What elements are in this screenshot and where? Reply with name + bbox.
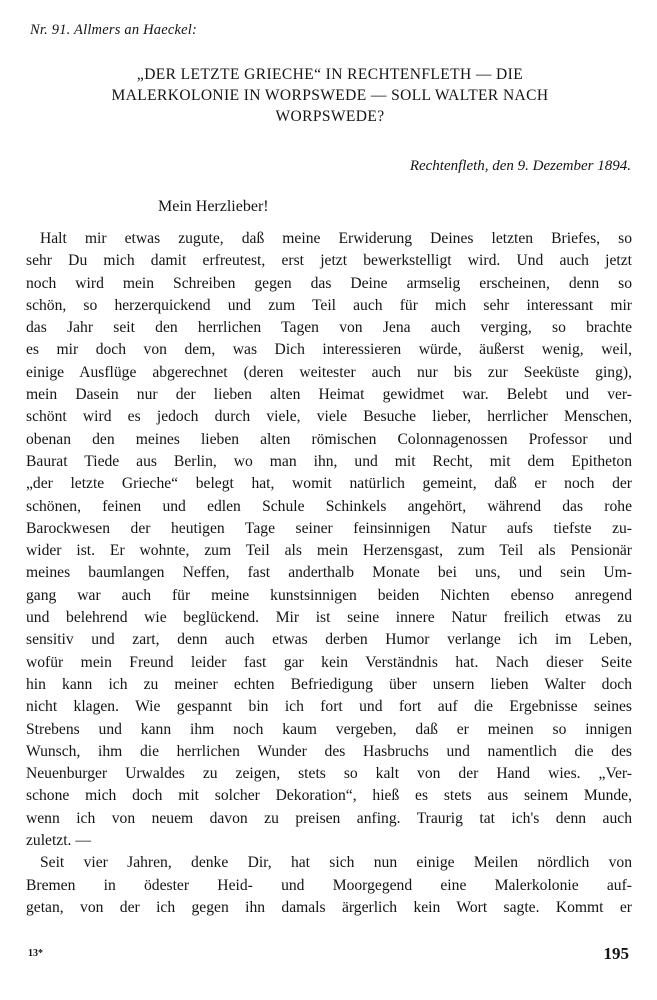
body-line: Bremen in ödester Heid- und Moorgegend eine Malerkolonie auf- <box>26 876 632 894</box>
body-line: wofür mein Freund leider fast gar kein Verständnis hat. Nach dieser Seite <box>26 653 632 671</box>
body-line: getan, von der ich gegen ihn damals ärgerlich kein Wort sagte. Kommt er <box>26 898 632 916</box>
salutation: Mein Herzlieber! <box>158 198 269 215</box>
body-line: „der letzte Grieche“ belegt hat, womit natürlich gemeint, daß er noch der <box>26 475 632 493</box>
body-line: sensitiv und zart, denn auch etwas derben Humor verlange ich im Leben, <box>26 631 632 649</box>
body-line: Barockwesen der heutigen Tage seiner feinsinnigen Natur aufs tiefste zu- <box>26 519 632 537</box>
body-line: und belehrend wie beglückend. Mir ist seine innere Natur freilich etwas zu <box>26 609 632 627</box>
body-line: nicht klagen. Wie gespannt bin ich fort und fort auf die Ergebnisse seines <box>26 698 632 716</box>
body-line: einige Ausflüge abgerechnet (deren weitester auch nur bis zur Seeküste ging), <box>26 363 632 381</box>
page-number: 195 <box>603 944 629 963</box>
body-line: Seit vier Jahren, denke Dir, hat sich nun einige Meilen nördlich von <box>40 854 632 872</box>
body-line: obenan den meines lieben alten römischen Colonnagenossen Professor und <box>26 430 632 448</box>
body-line: Wunsch, ihm die herrlichen Wunder des Hasbruchs und namentlich die des <box>26 742 632 760</box>
body-line: es mir doch von dem, was Dich interessieren würde, äußerst wenig, weil, <box>26 341 632 359</box>
body-line: Neuenburger Urwaldes zu zeigen, stets so kalt von der Hand wies. „Ver- <box>26 765 632 783</box>
body-line: noch wird mein Schreiben gegen das Deine armselig erscheinen, denn so <box>26 274 632 292</box>
body-line: schönen, feinen und edlen Schule Schinkels angehört, während das rohe <box>26 497 632 515</box>
title-line: „DER LETZTE GRIECHE“ IN RECHTENFLETH — DIE <box>136 66 524 83</box>
body-line: Baurat Tiede aus Berlin, wo man ihn, und mit Recht, mit dem Epitheton <box>26 452 632 470</box>
body-line: hin kann ich zu meiner echten Befriedigung über unsern lieben Walter doch <box>26 675 632 693</box>
letter-title <box>30 64 630 127</box>
body-line: schone mich doch mit solcher Dekoration“, hieß es stets aus seinem Munde, <box>26 787 632 805</box>
body-line: meines baumlangen Neffen, fast anderthalb Monate bei uns, und sein Um- <box>26 564 632 582</box>
body-line: sehr Du mich damit erfreutest, erst jetzt bewerkstelligt wird. Und auch jetzt <box>26 252 632 270</box>
body-line: mein Dasein nur der lieben alten Heimat gewidmet war. Belebt und ver- <box>26 386 632 404</box>
body-line: gang war auch für meine kunstsinnigen beiden Nichten ebenso anregend <box>26 586 632 604</box>
body-line: zuletzt. — <box>26 832 91 850</box>
body-line: Halt mir etwas zugute, daß meine Erwiderung Deines letzten Briefes, so <box>40 230 632 247</box>
body-line: wider ist. Er wohnte, zum Teil als mein Herzensgast, zum Teil als Pensionär <box>26 542 632 560</box>
body-line: wenn ich von neuem davon zu preisen anfing. Traurig tat ich's denn auch <box>26 809 632 827</box>
signature-mark: 13* <box>28 948 43 959</box>
letter-body <box>26 228 632 919</box>
title-line: MALERKOLONIE IN WORPSWEDE — SOLL WALTER NACH <box>111 87 549 104</box>
body-line: schön, so herzerquickend und zum Teil auch für mich sehr interessant mir <box>26 296 632 314</box>
body-line: schönt wird es jedoch durch viele, viele Besuche lieber, herrlicher Menschen, <box>26 408 632 426</box>
dateline: Rechtenfleth, den 9. Dezember 1894. <box>409 158 631 174</box>
running-head: Nr. 91. Allmers an Haeckel: <box>30 22 198 38</box>
title-line: WORPSWEDE? <box>275 108 385 125</box>
body-line: das Jahr seit den herrlichen Tagen von Jena auch verging, so brachte <box>26 319 632 337</box>
body-line: Strebens und kann ihm noch kaum vergeben, daß er meinen so innigen <box>26 720 632 738</box>
